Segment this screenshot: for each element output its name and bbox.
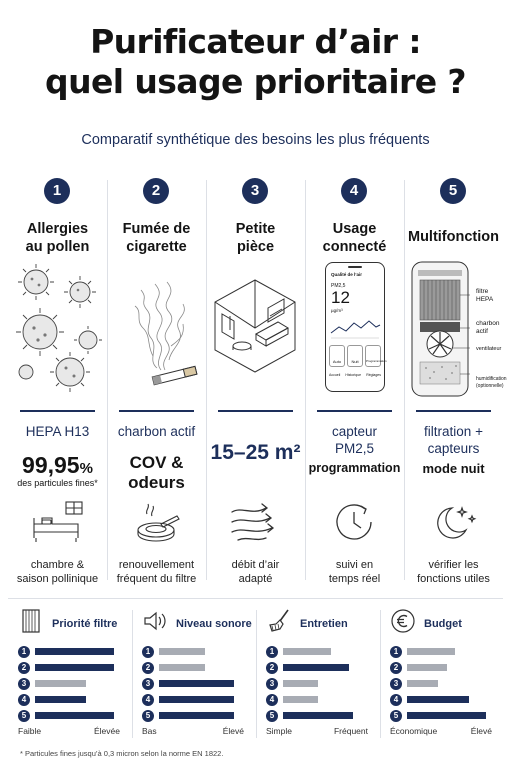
phone-mockup bbox=[325, 262, 385, 392]
usage-column-smoke bbox=[107, 170, 206, 590]
usage-column-small-room bbox=[206, 170, 305, 590]
speaker-icon bbox=[142, 608, 168, 634]
scale-low-label: Bas bbox=[142, 726, 157, 736]
usage-description: suivi en temps réel bbox=[328, 559, 381, 585]
scale-high-label: Élevé bbox=[470, 726, 492, 736]
level-bar bbox=[283, 712, 353, 719]
criteria-panel-budget bbox=[380, 604, 504, 744]
airflow-icon bbox=[228, 500, 283, 544]
usage-number: 5 bbox=[440, 178, 466, 204]
level-bar bbox=[283, 680, 318, 687]
section-divider bbox=[8, 598, 503, 599]
pollen-grains-icon bbox=[10, 260, 105, 395]
level-bar bbox=[159, 680, 234, 687]
usage-number: 1 bbox=[44, 178, 70, 204]
phone-nav bbox=[329, 373, 381, 377]
criteria-title: Entretien bbox=[300, 618, 348, 630]
level-bar bbox=[35, 712, 114, 719]
mode-auto-button[interactable]: Auto bbox=[329, 345, 345, 367]
phone-speaker bbox=[348, 266, 362, 268]
row-number-badge: 5 bbox=[18, 710, 30, 722]
page-title: Purificateur d’air : quel usage prioritaire ? bbox=[45, 22, 466, 101]
criteria-section bbox=[8, 604, 503, 744]
row-number-badge: 4 bbox=[142, 694, 154, 706]
scale-low-label: Faible bbox=[18, 726, 42, 736]
app-title: Qualité de l’air bbox=[331, 272, 363, 277]
usage-title: Multifonction bbox=[407, 229, 499, 245]
row-number-badge: 5 bbox=[142, 710, 154, 722]
purifier-cutaway-icon bbox=[408, 260, 472, 400]
row-number-badge: 3 bbox=[142, 678, 154, 690]
level-bar bbox=[35, 648, 114, 655]
usage-number: 4 bbox=[341, 178, 367, 204]
usage-title: Allergies au pollen bbox=[25, 221, 90, 255]
row-number-badge: 2 bbox=[142, 662, 154, 674]
divider-line bbox=[218, 410, 293, 412]
divider-line bbox=[20, 410, 95, 412]
criteria-title: Budget bbox=[424, 618, 462, 630]
row-number-badge: 5 bbox=[390, 710, 402, 722]
usage-columns bbox=[8, 170, 507, 590]
row-number-badge: 1 bbox=[142, 646, 154, 658]
nav-home[interactable]: Accueil bbox=[329, 373, 341, 377]
level-bar bbox=[159, 648, 205, 655]
row-number-badge: 4 bbox=[18, 694, 30, 706]
criteria-panel-filter bbox=[8, 604, 132, 744]
scale-low-label: Économique bbox=[390, 726, 438, 736]
level-bar bbox=[407, 712, 486, 719]
usage-column-allergies bbox=[8, 170, 107, 590]
level-bar bbox=[283, 648, 331, 655]
mode-buttons bbox=[329, 345, 387, 367]
clock-icon bbox=[327, 500, 382, 544]
usage-description: chambre & saison pollinique bbox=[16, 559, 99, 585]
level-bar bbox=[407, 696, 469, 703]
usage-title: Usage connecté bbox=[322, 221, 387, 255]
page-subtitle: Comparatif synthétique des besoins les plus fréquents bbox=[81, 132, 430, 148]
row-number-badge: 4 bbox=[266, 694, 278, 706]
metric-unit: µg/m³ bbox=[331, 308, 343, 313]
label-activated-carbon: charbon actif bbox=[476, 320, 500, 335]
metric-label: PM2,5 bbox=[331, 283, 346, 289]
nav-settings[interactable]: Réglages bbox=[366, 373, 381, 377]
mode-night-button[interactable]: Nuit bbox=[347, 345, 363, 367]
bed-icon bbox=[30, 500, 85, 544]
scale-high-label: Élevé bbox=[222, 726, 244, 736]
label-humidification: humidification (optionnelle) bbox=[476, 376, 507, 389]
row-number-badge: 3 bbox=[390, 678, 402, 690]
divider-line bbox=[416, 410, 491, 412]
row-number-badge: 3 bbox=[18, 678, 30, 690]
row-number-badge: 1 bbox=[18, 646, 30, 658]
level-bar bbox=[283, 696, 318, 703]
scale-high-label: Fréquent bbox=[333, 726, 368, 736]
usage-description: vérifier les fonctions utiles bbox=[417, 559, 490, 585]
usage-number: 2 bbox=[143, 178, 169, 204]
level-bar bbox=[35, 696, 86, 703]
level-bar bbox=[407, 680, 438, 687]
usage-highlight: COV & odeurs bbox=[128, 453, 185, 492]
usage-tag: capteur PM2,5 bbox=[331, 424, 378, 456]
footnote: * Particules fines jusqu’à 0,3 micron selon la norme EN 1822. bbox=[20, 749, 224, 758]
criteria-title: Niveau sonore bbox=[176, 618, 252, 630]
brush-icon bbox=[266, 608, 292, 634]
row-number-badge: 3 bbox=[266, 678, 278, 690]
filter-icon bbox=[18, 608, 44, 634]
label-fan: ventilateur bbox=[476, 346, 502, 352]
row-number-badge: 4 bbox=[390, 694, 402, 706]
level-bar bbox=[407, 664, 447, 671]
row-number-badge: 1 bbox=[390, 646, 402, 658]
cigarette-smoke-icon bbox=[109, 260, 204, 395]
level-bar bbox=[159, 712, 234, 719]
scale-high-label: Élevée bbox=[94, 726, 120, 736]
row-number-badge: 5 bbox=[266, 710, 278, 722]
metric-value: 12 bbox=[331, 288, 350, 307]
criteria-panel-maintenance bbox=[256, 604, 380, 744]
level-bar bbox=[35, 664, 114, 671]
usage-column-multifunction bbox=[404, 170, 507, 590]
usage-highlight: mode nuit bbox=[422, 461, 485, 476]
usage-column-connected bbox=[305, 170, 404, 590]
divider-line bbox=[119, 410, 194, 412]
usage-tag: charbon actif bbox=[117, 424, 196, 439]
row-number-badge: 1 bbox=[266, 646, 278, 658]
usage-tag: filtration + capteurs bbox=[424, 424, 483, 456]
level-bar bbox=[159, 696, 234, 703]
row-number-badge: 2 bbox=[266, 662, 278, 674]
criteria-panel-noise bbox=[132, 604, 256, 744]
filtration-rate: 99,95% bbox=[22, 452, 93, 478]
room-surface: 15–25 m² bbox=[210, 441, 301, 464]
usage-number: 3 bbox=[242, 178, 268, 204]
divider-line bbox=[317, 410, 392, 412]
moon-stars-icon bbox=[426, 500, 481, 544]
room-isometric-icon bbox=[208, 260, 303, 395]
nav-history[interactable]: Historique bbox=[345, 373, 362, 377]
row-number-badge: 2 bbox=[390, 662, 402, 674]
euro-icon bbox=[390, 608, 416, 634]
usage-description: débit d’air adapté bbox=[231, 559, 280, 585]
scale-low-label: Simple bbox=[266, 726, 292, 736]
usage-highlight: programmation bbox=[308, 461, 401, 475]
filtration-note: des particules fines* bbox=[17, 478, 98, 488]
usage-title: Petite pièce bbox=[235, 221, 276, 255]
mode-schedule-button[interactable]: Programmation bbox=[365, 345, 381, 367]
pm-trend-chart bbox=[329, 315, 381, 341]
usage-description: renouvellement fréquent du filtre bbox=[116, 559, 197, 585]
level-bar bbox=[407, 648, 455, 655]
label-hepa-filter: filtre HEPA bbox=[476, 288, 494, 303]
usage-tag: HEPA H13 bbox=[25, 424, 90, 439]
criteria-title: Priorité filtre bbox=[52, 618, 118, 630]
row-number-badge: 2 bbox=[18, 662, 30, 674]
level-bar bbox=[35, 680, 86, 687]
level-bar bbox=[283, 664, 349, 671]
ashtray-icon bbox=[129, 500, 184, 544]
level-bar bbox=[159, 664, 205, 671]
usage-title: Fumée de cigarette bbox=[122, 221, 191, 255]
